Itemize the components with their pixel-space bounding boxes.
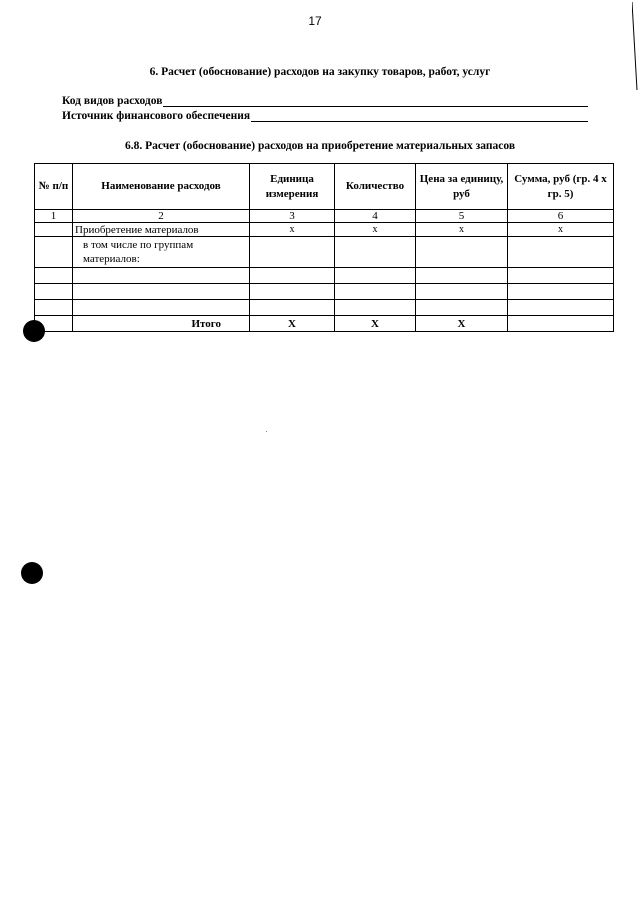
row-sum-cell xyxy=(508,284,614,300)
row-sum-cell: x xyxy=(508,223,614,237)
total-label: Итого xyxy=(73,316,250,332)
row-qty-cell xyxy=(335,237,416,268)
total-qty-cell: X xyxy=(335,316,416,332)
table-row xyxy=(35,284,614,300)
row-price-cell xyxy=(416,237,508,268)
table-row xyxy=(35,268,614,284)
page-number: 17 xyxy=(308,14,322,28)
table-row xyxy=(35,237,614,268)
funding-source-line xyxy=(251,110,588,122)
row-name-cell xyxy=(73,300,250,316)
row-number-cell xyxy=(35,268,73,284)
row-unit-cell xyxy=(250,284,335,300)
row-unit-cell: x xyxy=(250,223,335,237)
row-unit-cell xyxy=(250,237,335,268)
col-header-name: Наименование расходов xyxy=(73,164,250,210)
header-row xyxy=(35,164,614,210)
row-qty-cell: x xyxy=(335,223,416,237)
row-qty-cell xyxy=(335,284,416,300)
total-unit-cell: X xyxy=(250,316,335,332)
punch-hole-bottom xyxy=(21,562,43,584)
materials-table xyxy=(34,163,614,332)
row-price-cell xyxy=(416,300,508,316)
row-name-cell: в том числе по группам материалов: xyxy=(73,237,250,268)
column-number: 6 xyxy=(508,210,614,223)
row-sum-cell xyxy=(508,268,614,284)
row-price-cell xyxy=(416,284,508,300)
column-number: 2 xyxy=(73,210,250,223)
row-number-cell xyxy=(35,237,73,268)
column-number: 4 xyxy=(335,210,416,223)
table-row xyxy=(35,300,614,316)
funding-source-field xyxy=(62,110,588,122)
col-header-sum: Сумма, руб (гр. 4 х гр. 5) xyxy=(508,164,614,210)
col-header-price: Цена за единицу, руб xyxy=(416,164,508,210)
row-sum-cell xyxy=(508,237,614,268)
column-number: 3 xyxy=(250,210,335,223)
row-price-cell: x xyxy=(416,223,508,237)
funding-source-label: Источник финансового обеспечения xyxy=(62,110,251,122)
scan-speck xyxy=(266,431,267,432)
total-sum-cell xyxy=(508,316,614,332)
punch-hole-top xyxy=(23,320,45,342)
row-name-cell xyxy=(73,284,250,300)
row-number-cell xyxy=(35,223,73,237)
row-sum-cell xyxy=(508,300,614,316)
subsection-title: 6.8. Расчет (обоснование) расходов на приобретение материальных запасов xyxy=(124,140,516,152)
table-row xyxy=(35,223,614,237)
total-row xyxy=(35,316,614,332)
row-price-cell xyxy=(416,268,508,284)
col-header-number: № п/п xyxy=(35,164,73,210)
column-number: 1 xyxy=(35,210,73,223)
section-title: 6. Расчет (обоснование) расходов на закупку товаров, работ, услуг xyxy=(149,66,491,78)
col-header-unit: Единица измерения xyxy=(250,164,335,210)
expense-code-field xyxy=(62,95,588,107)
col-header-quantity: Количество xyxy=(335,164,416,210)
row-name-cell xyxy=(73,268,250,284)
row-number-cell xyxy=(35,300,73,316)
row-number-cell xyxy=(35,284,73,300)
expense-code-line xyxy=(163,95,588,107)
column-number-row xyxy=(35,210,614,223)
row-unit-cell xyxy=(250,268,335,284)
scan-edge-mark xyxy=(632,2,638,92)
row-unit-cell xyxy=(250,300,335,316)
row-qty-cell xyxy=(335,300,416,316)
total-price-cell: X xyxy=(416,316,508,332)
column-number: 5 xyxy=(416,210,508,223)
expense-code-label: Код видов расходов xyxy=(62,95,163,107)
row-name-cell: Приобретение материалов xyxy=(73,223,250,237)
row-qty-cell xyxy=(335,268,416,284)
